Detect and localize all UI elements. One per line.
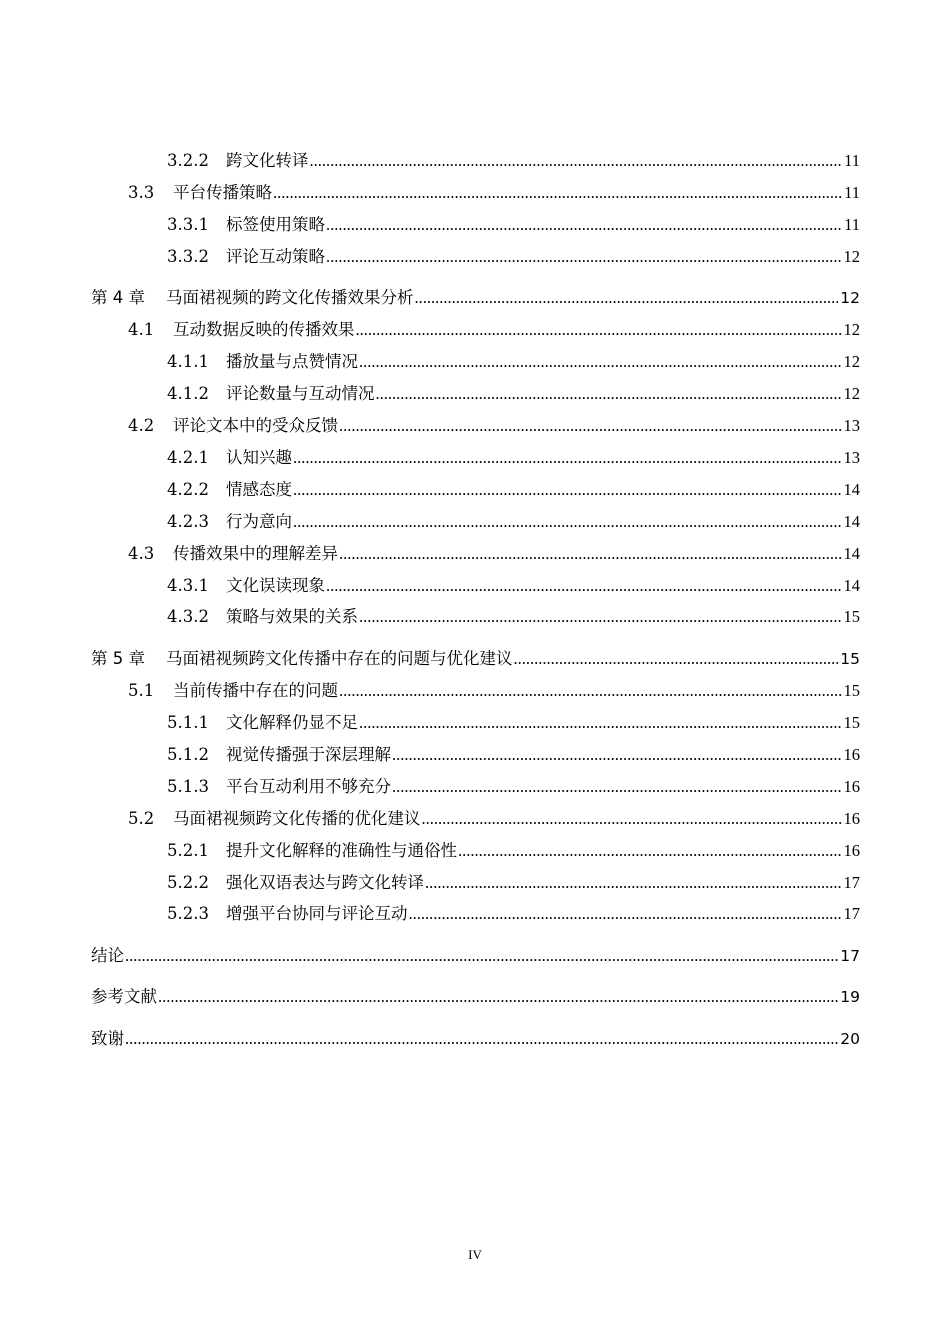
toc-entry-title: 马面裙视频的跨文化传播效果分析 — [166, 288, 414, 307]
dot-leader — [376, 383, 842, 405]
dot-leader — [293, 511, 842, 533]
toc-entry-number: 4.3.1 — [167, 576, 209, 595]
toc-chapter-entry — [91, 287, 860, 309]
toc-entry-number: 第 5 章 — [91, 649, 145, 668]
page-number: IV — [468, 1247, 482, 1262]
toc-entry-number: 5.1 — [128, 681, 155, 700]
toc-entry-page: 17 — [840, 947, 860, 965]
dot-leader — [514, 648, 839, 670]
toc-entry-title: 文化误读现象 — [226, 576, 325, 595]
toc-entry-title: 结论 — [91, 946, 124, 965]
toc-entry-title: 标签使用策略 — [226, 215, 325, 234]
dot-leader — [158, 986, 838, 1008]
toc-entry — [167, 383, 860, 405]
toc-entry — [167, 479, 860, 501]
toc-entry — [128, 415, 860, 437]
toc-entry-number: 4.2.2 — [167, 480, 209, 499]
toc-entry — [128, 808, 860, 830]
toc-entry — [167, 776, 860, 798]
toc-entry-number: 3.2.2 — [167, 151, 209, 170]
toc-entry-page: 14 — [843, 512, 860, 531]
toc-entry-number: 5.2.2 — [167, 873, 209, 892]
toc-entry-page: 12 — [840, 289, 860, 307]
toc-entry-title: 评论数量与互动情况 — [226, 384, 375, 403]
dot-leader — [359, 712, 842, 734]
toc-entry-title: 平台互动利用不够充分 — [226, 777, 391, 796]
toc-entry-title: 策略与效果的关系 — [226, 607, 358, 626]
dot-leader — [326, 575, 842, 597]
toc-entry-page: 16 — [843, 809, 860, 828]
dot-leader — [273, 182, 842, 204]
toc-entry-title: 参考文献 — [91, 987, 157, 1006]
toc-entry-number: 4.3 — [128, 544, 155, 563]
dot-leader — [415, 287, 839, 309]
toc-entry-page: 16 — [843, 841, 860, 860]
dot-leader — [339, 543, 842, 565]
toc-chapter-entry — [91, 945, 860, 967]
toc-entry-page: 16 — [843, 745, 860, 764]
dot-leader — [125, 945, 838, 967]
toc-entry — [167, 447, 860, 469]
toc-entry-number: 4.1.1 — [167, 352, 209, 371]
toc-entry-page: 14 — [843, 544, 860, 563]
dot-leader — [356, 319, 842, 341]
toc-entry — [128, 182, 860, 204]
toc-entry — [128, 543, 860, 565]
dot-leader — [392, 744, 842, 766]
toc-entry-title: 马面裙视频跨文化传播的优化建议 — [173, 809, 421, 828]
toc-entry — [167, 511, 860, 533]
dot-leader — [326, 214, 842, 236]
toc-entry — [167, 150, 860, 172]
toc-entry-number: 4.2 — [128, 416, 155, 435]
toc-entry-title: 强化双语表达与跨文化转译 — [226, 873, 424, 892]
toc-entry-title: 提升文化解释的准确性与通俗性 — [226, 841, 457, 860]
toc-entry-title: 互动数据反映的传播效果 — [173, 320, 355, 339]
toc-entry-page: 12 — [843, 384, 860, 403]
toc-entry-title: 传播效果中的理解差异 — [173, 544, 338, 563]
toc-entry-page: 15 — [843, 713, 860, 732]
toc-chapter-entry — [91, 986, 860, 1008]
toc-entry — [167, 744, 860, 766]
toc-entry-page: 14 — [843, 576, 860, 595]
toc-entry-number: 3.3.2 — [167, 247, 209, 266]
toc-entry-page: 12 — [843, 320, 860, 339]
toc-entry-page: 13 — [843, 416, 860, 435]
toc-entry-title: 认知兴趣 — [226, 448, 292, 467]
toc-entry — [128, 319, 860, 341]
dot-leader — [359, 606, 842, 628]
toc-entry-page: 17 — [843, 904, 860, 923]
dot-leader — [409, 903, 842, 925]
toc-entry-number: 5.2.3 — [167, 904, 209, 923]
toc-entry — [167, 575, 860, 597]
toc-entry-title: 评论互动策略 — [226, 247, 325, 266]
dot-leader — [458, 840, 842, 862]
toc-entry-number: 4.1 — [128, 320, 155, 339]
toc-entry — [167, 840, 860, 862]
dot-leader — [339, 680, 842, 702]
toc-entry — [167, 606, 860, 628]
toc-entry-number: 5.1.3 — [167, 777, 209, 796]
dot-leader — [339, 415, 842, 437]
toc-entry-title: 文化解释仍显不足 — [226, 713, 358, 732]
toc-entry-number: 5.1.1 — [167, 713, 209, 732]
dot-leader — [425, 872, 842, 894]
toc-entry-number: 4.2.1 — [167, 448, 209, 467]
toc-entry-page: 19 — [840, 988, 860, 1006]
toc-entry-title: 跨文化转译 — [226, 151, 309, 170]
toc-entry-number: 4.2.3 — [167, 512, 209, 531]
toc-entry-number: 4.1.2 — [167, 384, 209, 403]
toc-entry-page: 11 — [844, 215, 860, 234]
dot-leader — [326, 246, 842, 268]
toc-entry — [167, 246, 860, 268]
toc-entry-page: 17 — [843, 873, 860, 892]
toc-entry — [167, 351, 860, 373]
dot-leader — [310, 150, 843, 172]
dot-leader — [293, 447, 842, 469]
toc-entry — [128, 680, 860, 702]
toc-entry-page: 14 — [843, 480, 860, 499]
toc-entry-number: 5.2 — [128, 809, 155, 828]
toc-entry-title: 评论文本中的受众反馈 — [173, 416, 338, 435]
toc-entry-page: 12 — [843, 352, 860, 371]
toc-entry-page: 20 — [840, 1030, 860, 1048]
toc-entry-number: 第 4 章 — [91, 288, 145, 307]
toc-entry-title: 情感态度 — [226, 480, 292, 499]
toc-chapter-entry — [91, 1028, 860, 1050]
toc-entry-page: 16 — [843, 777, 860, 796]
toc-entry-number: 3.3.1 — [167, 215, 209, 234]
toc-entry-title: 行为意向 — [226, 512, 292, 531]
toc-entry-page: 15 — [840, 650, 860, 668]
toc-entry-page: 15 — [843, 681, 860, 700]
toc-entry-page: 13 — [843, 448, 860, 467]
toc-entry-number: 3.3 — [128, 183, 155, 202]
toc-entry-title: 当前传播中存在的问题 — [173, 681, 338, 700]
toc-entry-page: 11 — [844, 183, 860, 202]
dot-leader — [422, 808, 842, 830]
toc-entry-title: 播放量与点赞情况 — [226, 352, 358, 371]
toc-entry — [167, 903, 860, 925]
toc-entry-title: 马面裙视频跨文化传播中存在的问题与优化建议 — [166, 649, 513, 668]
dot-leader — [392, 776, 842, 798]
toc-entry-title: 致谢 — [91, 1029, 124, 1048]
toc-entry — [167, 712, 860, 734]
toc-entry-page: 11 — [844, 151, 860, 170]
dot-leader — [293, 479, 842, 501]
dot-leader — [359, 351, 842, 373]
toc-entry-title: 平台传播策略 — [173, 183, 272, 202]
toc-entry-title: 视觉传播强于深层理解 — [226, 745, 391, 764]
toc-entry — [167, 872, 860, 894]
toc-entry — [167, 214, 860, 236]
toc-entry-number: 5.2.1 — [167, 841, 209, 860]
toc-entry-page: 15 — [843, 607, 860, 626]
toc-chapter-entry — [91, 648, 860, 670]
toc-entry-number: 4.3.2 — [167, 607, 209, 626]
toc-entry-title: 增强平台协同与评论互动 — [226, 904, 408, 923]
toc-entry-number: 5.1.2 — [167, 745, 209, 764]
toc-entry-page: 12 — [843, 247, 860, 266]
dot-leader — [125, 1028, 838, 1050]
